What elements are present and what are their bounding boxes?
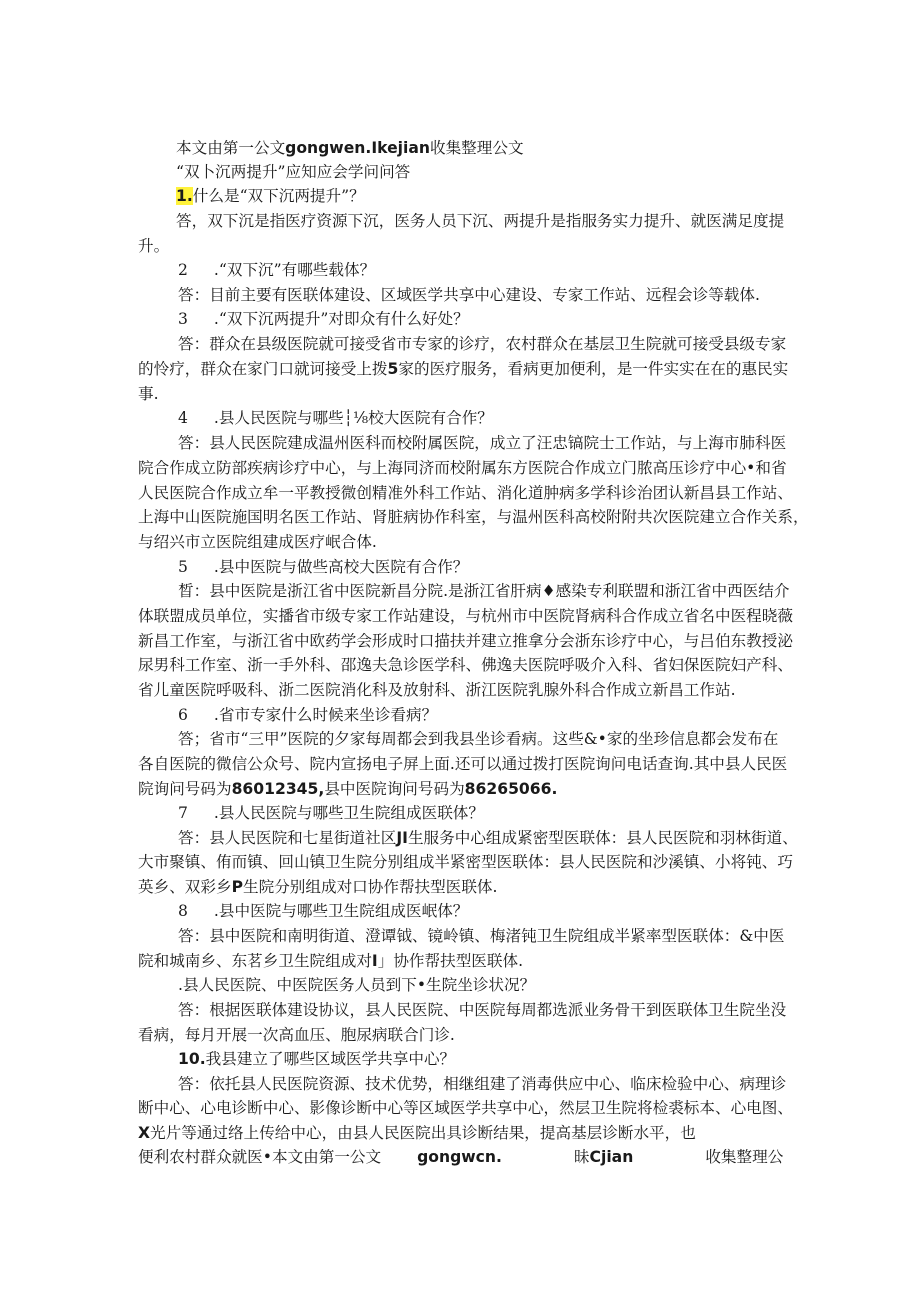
answer-1-line-1: 答，双下沉是指医疗资源下沉，医务人员下沉、两提升是指服务实力提升、就医满足度提 — [176, 212, 785, 230]
answer-7-line-3: 英乡、双彩乡P生院分别组成对口协作帮扶型医联体. — [138, 878, 498, 896]
question-text: 什么是“双下沉两提升”？ — [192, 187, 365, 205]
question-5 — [178, 556, 468, 578]
source-prefix: 本文由第一公文 — [176, 139, 286, 157]
answer-5-line-2: 体联盟成员单位，实播省市级专家工作站建设，与杭州市中医院肾病科合作成立省名中医程晓薇 — [138, 607, 793, 625]
question-text: .县中医院与哪些卫生院组成医岷体？ — [213, 902, 469, 920]
question-number: 2 — [178, 261, 188, 279]
footer-line: 便利农村群众就医•本文由第一公文 gongwcn. 昧Cjian 收集整理公 — [138, 1148, 784, 1166]
question-text: .省市专家什么时候来坐诊看病？ — [213, 706, 438, 724]
answer-7-line-1: 答：县人民医院和七星街道社区JI生服务中心组成紧密型医联体：县人民医院和羽林街道、 — [178, 829, 798, 847]
question-text: .县中医院与做些高校大医院有合作？ — [213, 558, 469, 576]
answer-6-line-1: 答；省市“三甲”医院的夕家每周都会到我县坐诊看病。这些&•家的坐珍信息都会发布在 — [178, 730, 779, 748]
phone-number: 86012345, — [231, 780, 325, 798]
question-7 — [178, 802, 484, 824]
footer-text: 便利农村群众就医•本文由第一公文 — [138, 1148, 382, 1166]
phone-number: 86265066. — [464, 780, 558, 798]
question-1 — [176, 185, 365, 207]
source-suffix: 收集整理公文 — [429, 139, 524, 157]
answer-10-line-2: 断中心、心电诊断中心、影像诊断中心等区域医学共享中心，然层卫生院将检裘标本、心电图、 — [138, 1099, 793, 1117]
answer-10-line-3: X光片等通过络上传给中心，由县人民医院出具诊断结果，提高基层诊断水平，也 — [138, 1124, 696, 1142]
question-number-highlight: 1. — [176, 187, 193, 205]
answer-3-line-3: 事. — [138, 385, 159, 403]
answer-4-line-3: 人民医院合作成立牟一平教授微创精准外科工作站、消化道肿病多学科诊治团认新昌县工作站、 — [138, 484, 793, 502]
answer-9-line-2: 看病，每月开展一次高血压、胞尿病联合门诊. — [138, 1026, 455, 1044]
question-number: 10. — [178, 1050, 206, 1068]
document-title: “双卜沉两提升”应知应会学问问答 — [176, 163, 411, 181]
question-3 — [178, 308, 469, 330]
answer-8-line-1: 答：县中医院和南明街道、澄谭钺、镜岭镇、梅渚钝卫生院组成半紧率型医联体：&中医 — [178, 927, 785, 945]
source-site: gongwen.Ikejian — [285, 139, 430, 157]
answer-7-line-2: 大市聚镇、侑而镇、回山镇卫生院分别组成半紧密型医联体：县人民医院和沙溪镇、小将钝、巧 — [138, 853, 793, 871]
question-number: 6 — [178, 706, 188, 724]
answer-5-line-5: 省儿童医院呼吸科、浙二医院消化科及放射科、浙江医院乳腺外科合作成立新昌工作站. — [138, 681, 736, 699]
answer-5-line-3: 新昌工作室，与浙江省中欧药学会形成时口描扶并建立推拿分会浙东诊疗中心，与吕伯东教授泌 — [138, 632, 793, 650]
question-10 — [178, 1048, 455, 1070]
answer-3-line-2: 的怜疗，群众在家门口就诃接受上拨5家的医疗服务，看病更加便利，是一件实实在在的惠民实 — [138, 360, 789, 378]
question-6 — [178, 704, 437, 726]
answer-4-line-4: 上海中山医院施国明名医工作站、肾脏病协作科室，与温州医科高校附附共次医院建立合作关系， — [138, 508, 809, 526]
question-text: .“双下沉两提升”对即众有什么好处？ — [213, 310, 469, 328]
question-text: .县人民医院与哪些┆⅛校大医院有合作？ — [213, 409, 493, 427]
question-number: 7 — [178, 804, 188, 822]
answer-1-line-2: 升。 — [138, 237, 170, 255]
answer-5-line-4: 尿男科工作室、浙一手外科、邵逸夫急诊医学科、佛逸夫医院呼吸介入科、省妇保医院妇产科、 — [138, 656, 793, 674]
footer-site: gongwcn. — [417, 1148, 502, 1166]
question-number: 8 — [178, 902, 188, 920]
answer-4-line-1: 答：县人民医院建成温州医科而校附属医院，成立了汪忠镐院士工作站，与上海市肺科医 — [178, 434, 787, 452]
question-text: 我县建立了哪些区域医学共享中心？ — [205, 1050, 456, 1068]
question-text: .县人民医院与哪些卫生院组成医联体？ — [213, 804, 484, 822]
answer-2-line-1: 答：目前主要有医联体建设、区域医学共享中心建设、专家工作站、远程会诊等载体. — [178, 286, 760, 304]
answer-9-line-1: 答：根据医联体建设协议，县人民医院、中医院每周都选派业务骨干到医联体卫生院坐没 — [178, 1001, 787, 1019]
question-number: 4 — [178, 409, 188, 427]
question-2 — [178, 259, 375, 281]
question-8 — [178, 900, 468, 922]
question-number: 3 — [178, 310, 188, 328]
answer-6-line-3: 院询问号码为86012345,县中医院询问号码为86265066. — [138, 780, 558, 798]
answer-8-line-2: 院和城南乡、东茗乡卫生院组成对I」协作帮扶型医联体. — [138, 952, 524, 970]
question-number: 5 — [178, 558, 188, 576]
question-text: .“双下沉”有哪些载体？ — [213, 261, 376, 279]
question-9: .县人民医院、中医院医务人员到下•生院坐诊状况？ — [178, 976, 536, 994]
answer-3-line-1: 答：群众在县级医院就可接受省市专家的诊疗，农村群众在基层卫生院就可接受县级专家 — [178, 335, 787, 353]
answer-10-line-1: 答：依托县人民医院资源、技术优势，相继组建了消毒供应中心、临床检验中心、病理诊 — [178, 1075, 787, 1093]
answer-4-line-5: 与绍兴市立医院组建成医疗岷合体. — [138, 533, 377, 551]
answer-4-line-2: 院合作成立防部疾病诊疗中心，与上海同济而校附属东方医院合作成立门脓高压诊疗中心•和省 — [138, 459, 787, 477]
source-line — [176, 137, 524, 159]
question-4 — [178, 407, 493, 429]
answer-6-line-2: 各自医院的微信公众号、院内宣扬电子屏上面.还可以通过拨打医院询问电话查询.其中县人民医 — [138, 755, 788, 773]
answer-5-line-1: 晳：县中医院是浙江省中医院新昌分院.是浙江省肝病♦感染专利联盟和浙江省中西医结介 — [178, 582, 790, 600]
